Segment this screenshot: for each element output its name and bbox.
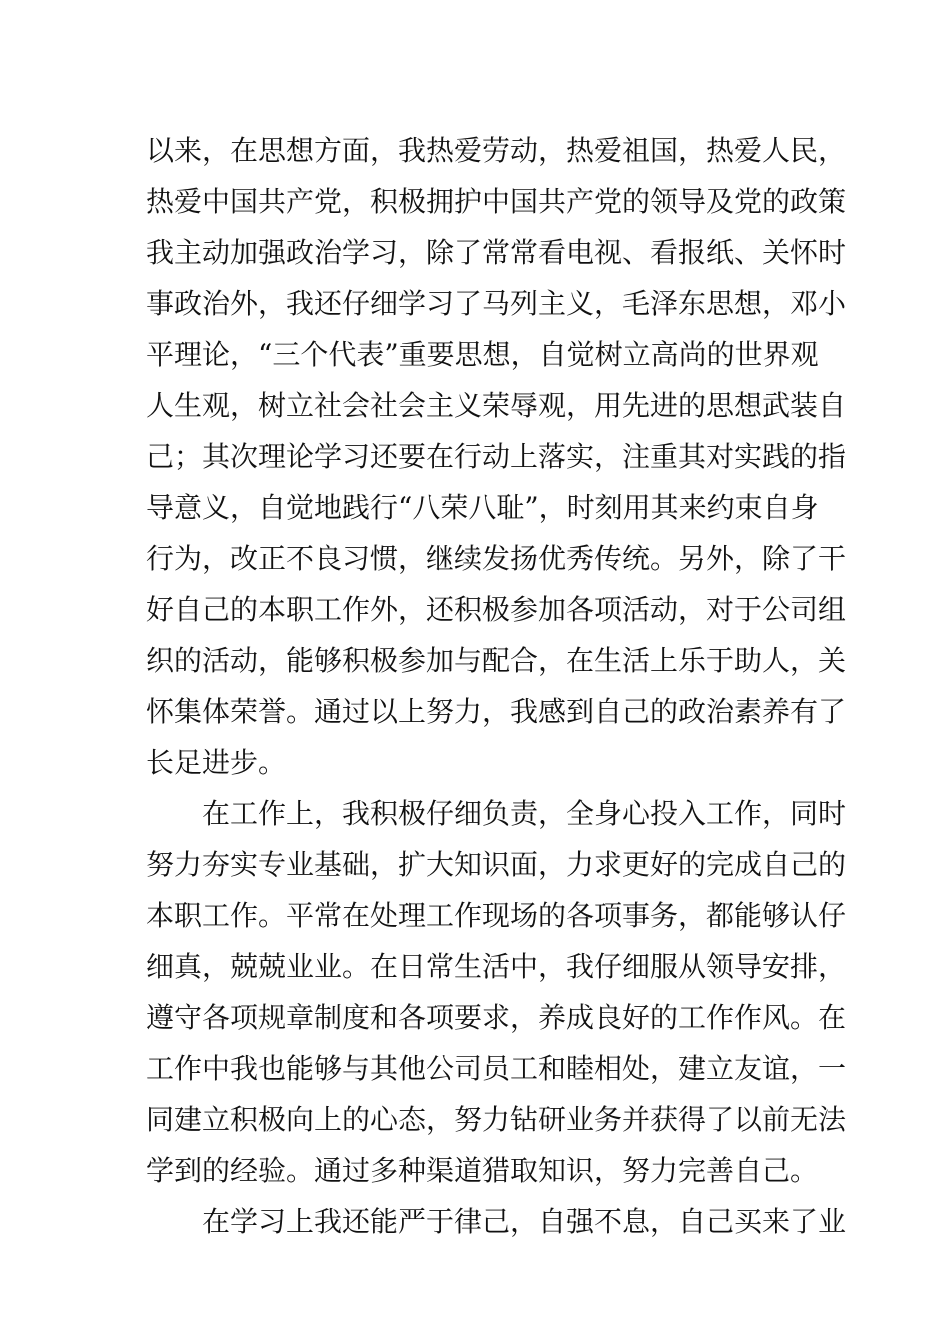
text-line: 以来，在思想方面，我热爱劳动，热爱祖国，热爱人民， xyxy=(146,134,847,167)
text-line: 怀集体荣誉。通过以上努力，我感到自己的政治素养有了 xyxy=(146,695,847,728)
text-line: 热爱中国共产党，积极拥护中国共产党的领导及党的政策 xyxy=(146,185,847,218)
text-line: 人生观，树立社会社会主义荣辱观，用先进的思想武装自 xyxy=(146,389,847,422)
text-line: 同建立积极向上的心态，努力钻研业务并获得了以前无法 xyxy=(146,1103,847,1136)
text-line: 事政治外，我还仔细学习了马列主义，毛泽东思想，邓小 xyxy=(146,287,847,320)
text-line: 工作中我也能够与其他公司员工和睦相处，建立友谊，一 xyxy=(146,1052,847,1085)
text-line: 我主动加强政治学习，除了常常看电视、看报纸、关怀时 xyxy=(146,236,847,269)
text-line: 平理论，“三个代表”重要思想，自觉树立高尚的世界观 xyxy=(146,338,819,371)
text-line: 本职工作。平常在处理工作现场的各项事务，都能够认仔 xyxy=(146,899,847,932)
text-line: 努力夯实专业基础，扩大知识面，力求更好的完成自己的 xyxy=(146,848,847,881)
text-line: 织的活动，能够积极参加与配合，在生活上乐于助人，关 xyxy=(146,644,847,677)
text-line: 己；其次理论学习还要在行动上落实，注重其对实践的指 xyxy=(146,440,847,473)
text-line: 好自己的本职工作外，还积极参加各项活动，对于公司组 xyxy=(146,593,847,626)
paragraph-first-line: 在学习上我还能严于律己，自强不息，自己买来了业 xyxy=(202,1205,847,1238)
text-line: 遵守各项规章制度和各项要求，养成良好的工作作风。在 xyxy=(146,1001,847,1034)
text-line: 细真，兢兢业业。在日常生活中，我仔细服从领导安排， xyxy=(146,950,847,983)
text-line: 学到的经验。通过多种渠道猎取知识，努力完善自己。 xyxy=(146,1154,819,1187)
text-line: 导意义，自觉地践行“八荣八耻”，时刻用其来约束自身 xyxy=(146,491,819,524)
document-body xyxy=(146,125,847,1247)
text-line: 行为，改正不良习惯，继续发扬优秀传统。另外，除了干 xyxy=(146,542,847,575)
text-line: 长足进步。 xyxy=(146,746,287,779)
paragraph-first-line: 在工作上，我积极仔细负责，全身心投入工作，同时 xyxy=(202,797,847,830)
